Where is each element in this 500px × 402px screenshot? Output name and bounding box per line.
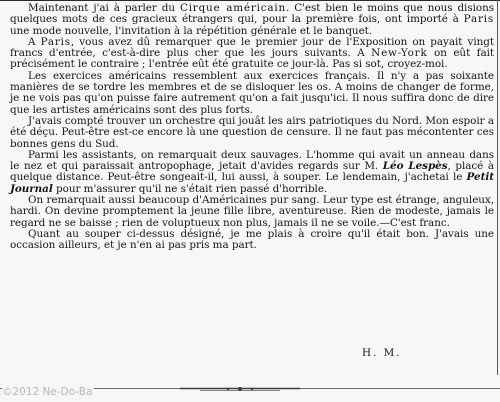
top-border-line (0, 0, 500, 1)
paragraph-orchestre: J'avais compté trouver un orchestre qui jouât les airs patriotiques du Nord. Mon espoir a été déçu. Peut-être est-ce encore là une question de censure. Il ne faut pas mécontenter ces bonnes gens du Sud. (10, 114, 494, 150)
paragraph-cirque-intro: Maintenant j'ai à parler du Cirque américain. C'est bien le moins que nous disions quelques mots de ces gracieux étrangers qui, pour la première fois, ont importé à Paris une mode nouvelle, l'invitation à la répétition générale et le banquet. (10, 2, 495, 37)
copyright-watermark: ©2012 Ne-Do-Ba (2, 386, 93, 398)
paragraph-exercices: Les exercices américains ressemblent aux exercices français. Il n'y a pas soixante manières de se tordre les membres et de se disloquer les os. A moins de changer de forme, je ne vois pas qu'on puisse faire autrement qu'on a fait jusqu'ici. Il nous suffira donc de dire que les artistes américains sont des plus forts. (10, 69, 494, 116)
paragraph-souper: Quant au souper ci-dessus désigné, je me plais à croire qu'il était bon. J'avais une occasion ailleurs, et je n'en ai pas pris ma part. (10, 227, 494, 252)
cirque-americain-link-text: Cirque américain (179, 2, 286, 14)
newspaper-title: Petit Journal (10, 171, 494, 195)
article-body (10, 3, 494, 252)
paragraph-exposition: A Paris, vous avez dû remarquer que le premier jour de l'Exposition on payait vingt francs d'entrée, c'est-à-dire plus cher que les jours suivants. A New-York on eût fait précisément le contraire ; l'entrée eût été gratuite ce jour-là. Pas si sot, croyez-moi. (10, 35, 494, 71)
right-border-line (497, 0, 498, 375)
ornament-icon (180, 385, 300, 393)
paragraph-sauvages: Parmi les assistants, on remarquait deux sauvages. L'homme qui avait un anneau dans le nez et qui paraissait antropophage, jetait d'avides regards sur M. Léo Lespès, placé à quelque distance. Peut-être songeait-il, lui aussi, à souper. Le lendemain, j'achetai le Petit Journal pour m'assurer qu'il ne s'était rien passé d'horrible. (10, 148, 494, 195)
person-name: Léo Lespès (382, 160, 448, 173)
author-signature: H. M. (362, 347, 402, 359)
paragraph-americaines: On remarquait aussi beaucoup d'Américaines pur sang. Leur type est étrange, anguleux, hardi. On devine promptement la jeune fille libre, aventureuse. Rien de modeste, jamais le regard ne se baisse ; rien de voluptueux non plus, jamais il ne se voile.—C'est franc. (10, 194, 494, 229)
